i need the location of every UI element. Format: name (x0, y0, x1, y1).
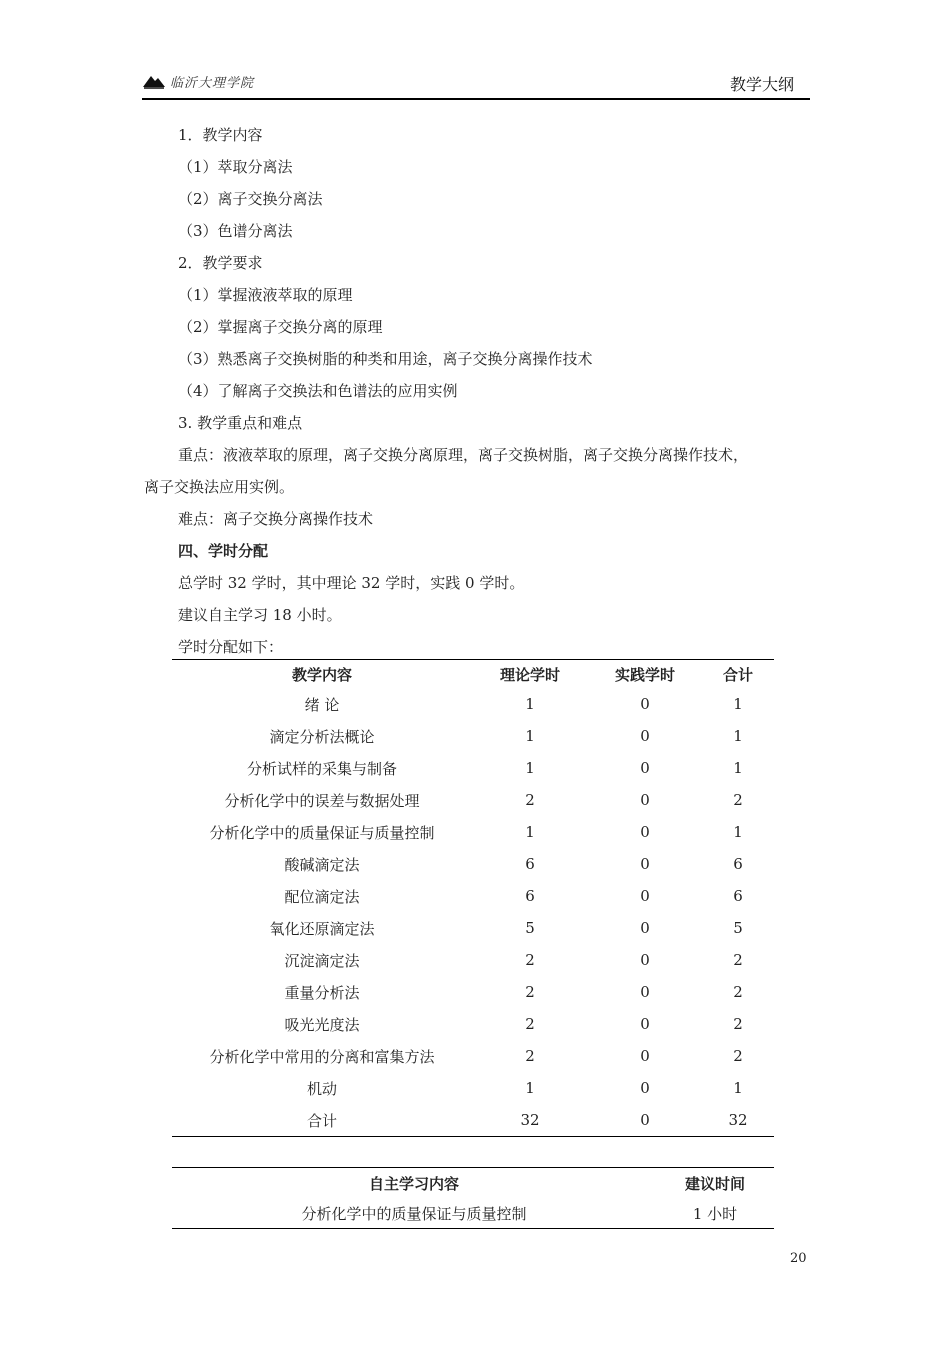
table-cell: 0 (640, 1015, 650, 1033)
body-line: （3）熟悉离子交换树脂的种类和用途，离子交换分离操作技术 (178, 350, 593, 368)
table-cell: 1 小时 (656, 1198, 774, 1229)
table-cell: 6 (525, 855, 535, 873)
table-row (172, 880, 774, 912)
table-cell: 0 (640, 823, 650, 841)
table-cell: 6 (525, 887, 535, 905)
body-line: 3. 教学重点和难点 (178, 414, 303, 432)
table-cell: 5 (733, 919, 743, 937)
table-cell: 0 (640, 951, 650, 969)
table-cell: 0 (640, 791, 650, 809)
column-header: 教学内容 (172, 660, 472, 689)
table-cell: 2 (525, 951, 535, 969)
table-header-row (172, 660, 774, 689)
mountain-logo-icon (142, 72, 166, 90)
body-line: 1．教学内容 (178, 126, 263, 144)
table-total-row (172, 1104, 774, 1137)
body-line: （4）了解离子交换法和色谱法的应用实例 (178, 382, 458, 400)
table-cell: 2 (525, 1015, 535, 1033)
table-cell: 2 (525, 791, 535, 809)
body-line: 建议自主学习 18 小时。 (178, 606, 342, 624)
table-cell: 重量分析法 (284, 983, 360, 1002)
table-row (172, 720, 774, 752)
table-cell: 1 (733, 695, 743, 713)
table-cell: 分析化学中的质量保证与质量控制 (172, 1198, 656, 1229)
table-cell: 2 (733, 1047, 743, 1065)
table-row (172, 976, 774, 1008)
table-cell: 32 (472, 1104, 588, 1137)
body-line: （2）掌握离子交换分离的原理 (178, 318, 383, 336)
table-cell: 0 (640, 983, 650, 1001)
column-header: 自主学习内容 (172, 1168, 656, 1199)
table-cell: 0 (640, 759, 650, 777)
table-cell: 1 (525, 695, 535, 713)
table-row (172, 1198, 774, 1229)
table-cell: 6 (733, 887, 743, 905)
table-cell: 分析化学中常用的分离和富集方法 (209, 1047, 435, 1066)
table-cell: 0 (588, 1104, 702, 1137)
column-header: 理论学时 (472, 660, 588, 689)
table-cell: 2 (733, 951, 743, 969)
table-row (172, 1008, 774, 1040)
table-row (172, 816, 774, 848)
table-cell: 氧化还原滴定法 (269, 919, 375, 938)
hours-allocation-table (172, 659, 774, 1137)
table-cell: 2 (733, 1015, 743, 1033)
table-cell: 合计 (172, 1104, 472, 1137)
table-cell: 0 (640, 727, 650, 745)
table-cell: 2 (525, 983, 535, 1001)
section-heading: 四、学时分配 (178, 542, 269, 560)
table-cell: 1 (733, 727, 743, 745)
table-cell: 1 (733, 1079, 743, 1097)
body-line: 总学时 32 学时，其中理论 32 学时，实践 0 学时。 (178, 574, 525, 592)
table-cell: 1 (525, 823, 535, 841)
table-cell: 吸光光度法 (284, 1015, 360, 1034)
table-cell: 滴定分析法概论 (269, 727, 375, 746)
body-line: 难点：离子交换分离操作技术 (178, 510, 374, 528)
body-line: （3）色谱分离法 (178, 222, 293, 240)
table-cell: 配位滴定法 (284, 887, 360, 906)
table-header-row (172, 1168, 774, 1199)
table-cell: 1 (733, 823, 743, 841)
table-row (172, 912, 774, 944)
table-row (172, 752, 774, 784)
body-line: 离子交换法应用实例。 (144, 478, 295, 496)
header-title: 教学大纲 (729, 75, 794, 94)
page-header (142, 62, 810, 100)
column-header: 建议时间 (656, 1168, 774, 1199)
table-cell: 分析化学中的质量保证与质量控制 (209, 823, 435, 842)
table-cell: 0 (640, 919, 650, 937)
table-cell: 0 (640, 887, 650, 905)
table-cell: 2 (525, 1047, 535, 1065)
table-cell: 1 (525, 727, 535, 745)
body-line: （2）离子交换分离法 (178, 190, 323, 208)
body-line: （1）掌握液液萃取的原理 (178, 286, 353, 304)
table-cell: 1 (525, 759, 535, 777)
table-cell: 沉淀滴定法 (284, 951, 360, 970)
table-row (172, 944, 774, 976)
institution-logo (142, 68, 254, 94)
column-header: 实践学时 (588, 660, 702, 689)
table-cell: 6 (733, 855, 743, 873)
body-line: 重点：液液萃取的原理，离子交换分离原理，离子交换树脂，离子交换分离操作技术， (178, 446, 749, 464)
table-cell: 5 (525, 919, 535, 937)
table-row (172, 1040, 774, 1072)
self-study-table (172, 1167, 774, 1229)
page-number: 20 (790, 1251, 807, 1266)
body-line: 2．教学要求 (178, 254, 263, 272)
table-cell: 0 (640, 855, 650, 873)
table-cell: 1 (733, 759, 743, 777)
table-cell: 0 (640, 1079, 650, 1097)
table-cell: 绪 论 (304, 695, 340, 714)
table-row (172, 784, 774, 816)
table-cell: 酸碱滴定法 (284, 855, 360, 874)
table-cell: 分析试样的采集与制备 (246, 759, 397, 778)
table-cell: 2 (733, 791, 743, 809)
body-line: （1）萃取分离法 (178, 158, 293, 176)
institution-name: 临沂大理学院 (170, 75, 255, 91)
body-line: 学时分配如下： (178, 638, 284, 656)
table-cell: 0 (640, 695, 650, 713)
table-row (172, 1072, 774, 1104)
table-row (172, 848, 774, 880)
table-cell: 分析化学中的误差与数据处理 (224, 791, 420, 810)
table-row (172, 688, 774, 720)
table-cell: 0 (640, 1047, 650, 1065)
table-cell: 机动 (306, 1079, 337, 1098)
column-header: 合计 (702, 660, 774, 689)
table-cell: 1 (525, 1079, 535, 1097)
table-cell: 2 (733, 983, 743, 1001)
table-cell: 32 (702, 1104, 774, 1137)
